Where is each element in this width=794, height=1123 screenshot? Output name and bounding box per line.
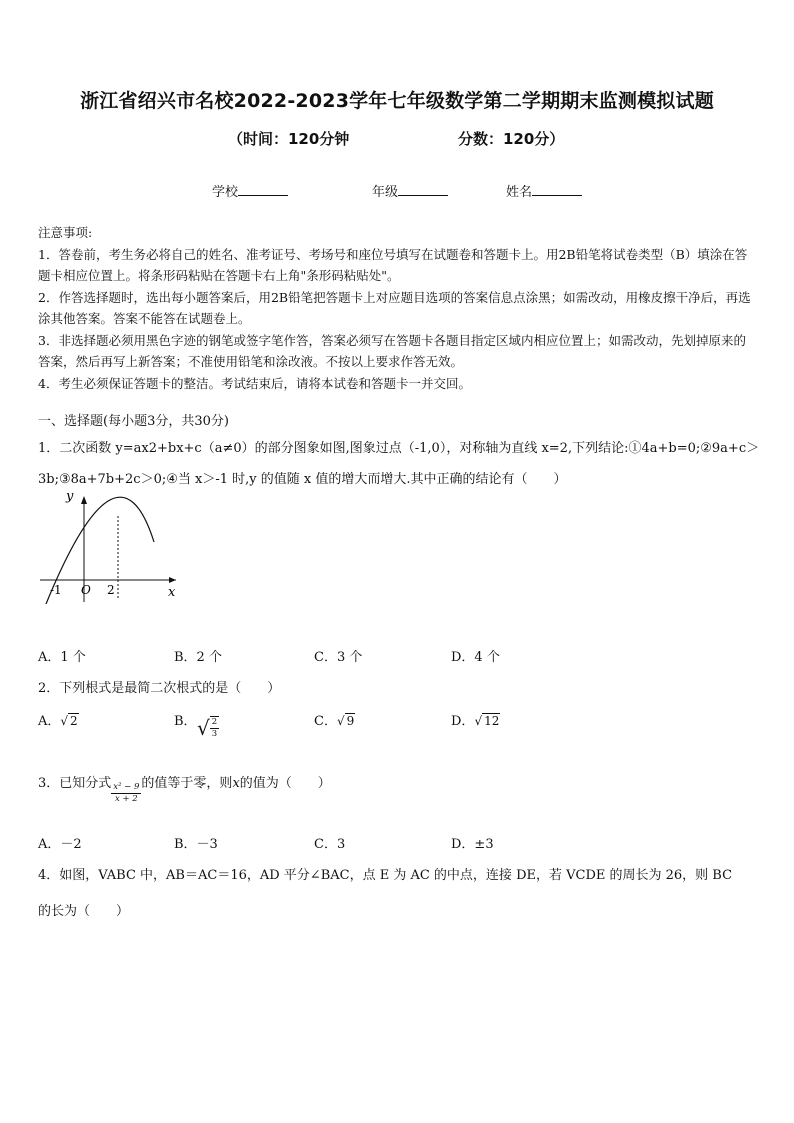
school-blank xyxy=(238,183,288,196)
q1-option-c: C．3 个 xyxy=(314,650,363,665)
note-item-4: 4．考生必须保证答题卡的整洁。考试结束后，请将本试卷和答题卡一并交回。 xyxy=(38,375,471,391)
q3-option-c: C．3 xyxy=(314,837,346,852)
x-axis-label: x xyxy=(168,585,176,600)
q2-option-a-label: A． xyxy=(38,714,61,729)
q2-option-b-numerator: 2 xyxy=(211,717,218,727)
q1-option-d: D．4 个 xyxy=(451,650,500,665)
q2-option-d-radical: √ 12 xyxy=(474,714,500,728)
q2-option-a xyxy=(38,710,79,729)
q3-fraction-numerator: x² − 9 xyxy=(113,782,140,792)
q2-option-b xyxy=(174,710,197,729)
q2-stem: 2．下列根式是最简二次根式的是（ ） xyxy=(38,681,281,696)
y-axis-label: y xyxy=(66,492,74,504)
q3-stem-pre: 3．已知分式 xyxy=(38,776,112,791)
q2-option-b-fraction xyxy=(210,716,219,740)
note-item-1: 1．答卷前，考生务必将自己的姓名、准考证号、考场号和座位号填写在试题卷和答题卡上。用2B铅笔将试卷类型（B）填涂在答题卡相应位置上。将条形码粘贴在答题卡右上角"条形码粘贴处"。 xyxy=(38,246,748,283)
notes-heading: 注意事项: xyxy=(38,225,93,240)
note-item-2: 2．作答选择题时，选出每小题答案后，用2B铅笔把答题卡上对应题目选项的答案信息点涂黑；如需改动，用橡皮擦干净后，再选涂其他答案。答案不能答在试题卷上。 xyxy=(38,289,751,326)
q2-option-c-radical: √ 9 xyxy=(336,714,355,728)
grade-field xyxy=(372,181,448,200)
q3-option-b: B．－3 xyxy=(174,837,218,852)
q3-fraction-denominator: x + 2 xyxy=(114,794,138,804)
q3-option-a: A．－2 xyxy=(38,837,82,852)
note-item-3: 3．非选择题必须用黑色字迹的钢笔或签字笔作答，答案必须写在答题卡各题目指定区域内相应位置上；如需改动，先划掉原来的答案，然后再写上新答案；不准使用铅笔和涂改液。不按以上要求作答无效。 xyxy=(38,332,746,369)
q2-option-b-label: B． xyxy=(174,714,197,729)
q2-option-b-denominator: 3 xyxy=(211,729,218,739)
q2-option-c xyxy=(314,710,355,729)
q2-option-d xyxy=(451,710,500,729)
grade-blank xyxy=(398,183,448,196)
q3-stem xyxy=(38,772,331,805)
q1-option-a: A．1 个 xyxy=(38,650,86,665)
q2-option-c-radicand: 9 xyxy=(346,714,355,728)
notes-block xyxy=(38,222,758,394)
origin-label: O xyxy=(81,583,91,597)
q3-stem-end: 的值为（ ） xyxy=(239,776,331,791)
parabola-curve xyxy=(46,497,154,604)
x-axis-arrow xyxy=(169,577,176,583)
exam-title: 浙江省绍兴市名校2022-2023学年七年级数学第二学期期末监测模拟试题 xyxy=(80,90,714,112)
name-field xyxy=(506,181,582,200)
q2-option-b-radical: √ $\frac{2}{3}$ xyxy=(197,716,218,740)
q2-option-c-label: C． xyxy=(314,714,337,729)
q1-stem-line2: 3b;③8a+7b+2c＞0;④当 x＞-1 时,y 的值随 x 值的增大而增大.其中正确的结论有（ ） xyxy=(38,472,567,487)
name-label: 姓名 xyxy=(506,185,533,200)
exam-score: 分数：120分） xyxy=(458,130,565,148)
name-blank xyxy=(532,183,582,196)
q3-variable: x xyxy=(232,776,240,791)
exam-time: （时间：120分钟 xyxy=(228,130,350,148)
q1-stem-line1: 1．二次函数 y=ax2+bx+c（a≠0）的部分图象如图,图象过点（-1,0），对称轴为直线 x=2,下列结论:①4a+b=0;②9a+c＞ xyxy=(38,441,760,456)
q3-stem-post: 的值等于零，则 xyxy=(141,776,233,791)
q2-option-d-label: D． xyxy=(451,714,475,729)
q1-parabola-graph xyxy=(38,492,188,604)
grade-label: 年级 xyxy=(372,185,399,200)
tick-label-neg1: -1 xyxy=(50,583,62,597)
tick-label-2: 2 xyxy=(107,583,115,597)
q2-option-d-radicand: 12 xyxy=(484,714,500,728)
q2-option-a-radical: √ 2 xyxy=(60,714,78,728)
q3-fraction xyxy=(111,782,141,805)
school-label: 学校 xyxy=(212,185,239,200)
school-field xyxy=(212,181,288,200)
section-heading: 一、选择题(每小题3分，共30分) xyxy=(38,414,229,429)
q4-stem-line1: 4．如图，VABC 中，AB＝AC＝16，AD 平分∠BAC，点 E 为 AC 的中点，连接 DE，若 VCDE 的周长为 26，则 BC xyxy=(38,868,733,883)
q1-option-b: B．2 个 xyxy=(174,650,222,665)
q4-stem-line2: 的长为（ ） xyxy=(38,904,130,919)
y-axis-arrow xyxy=(81,496,87,504)
q3-option-d: D．±3 xyxy=(451,837,494,852)
q2-option-a-radicand: 2 xyxy=(70,714,78,728)
